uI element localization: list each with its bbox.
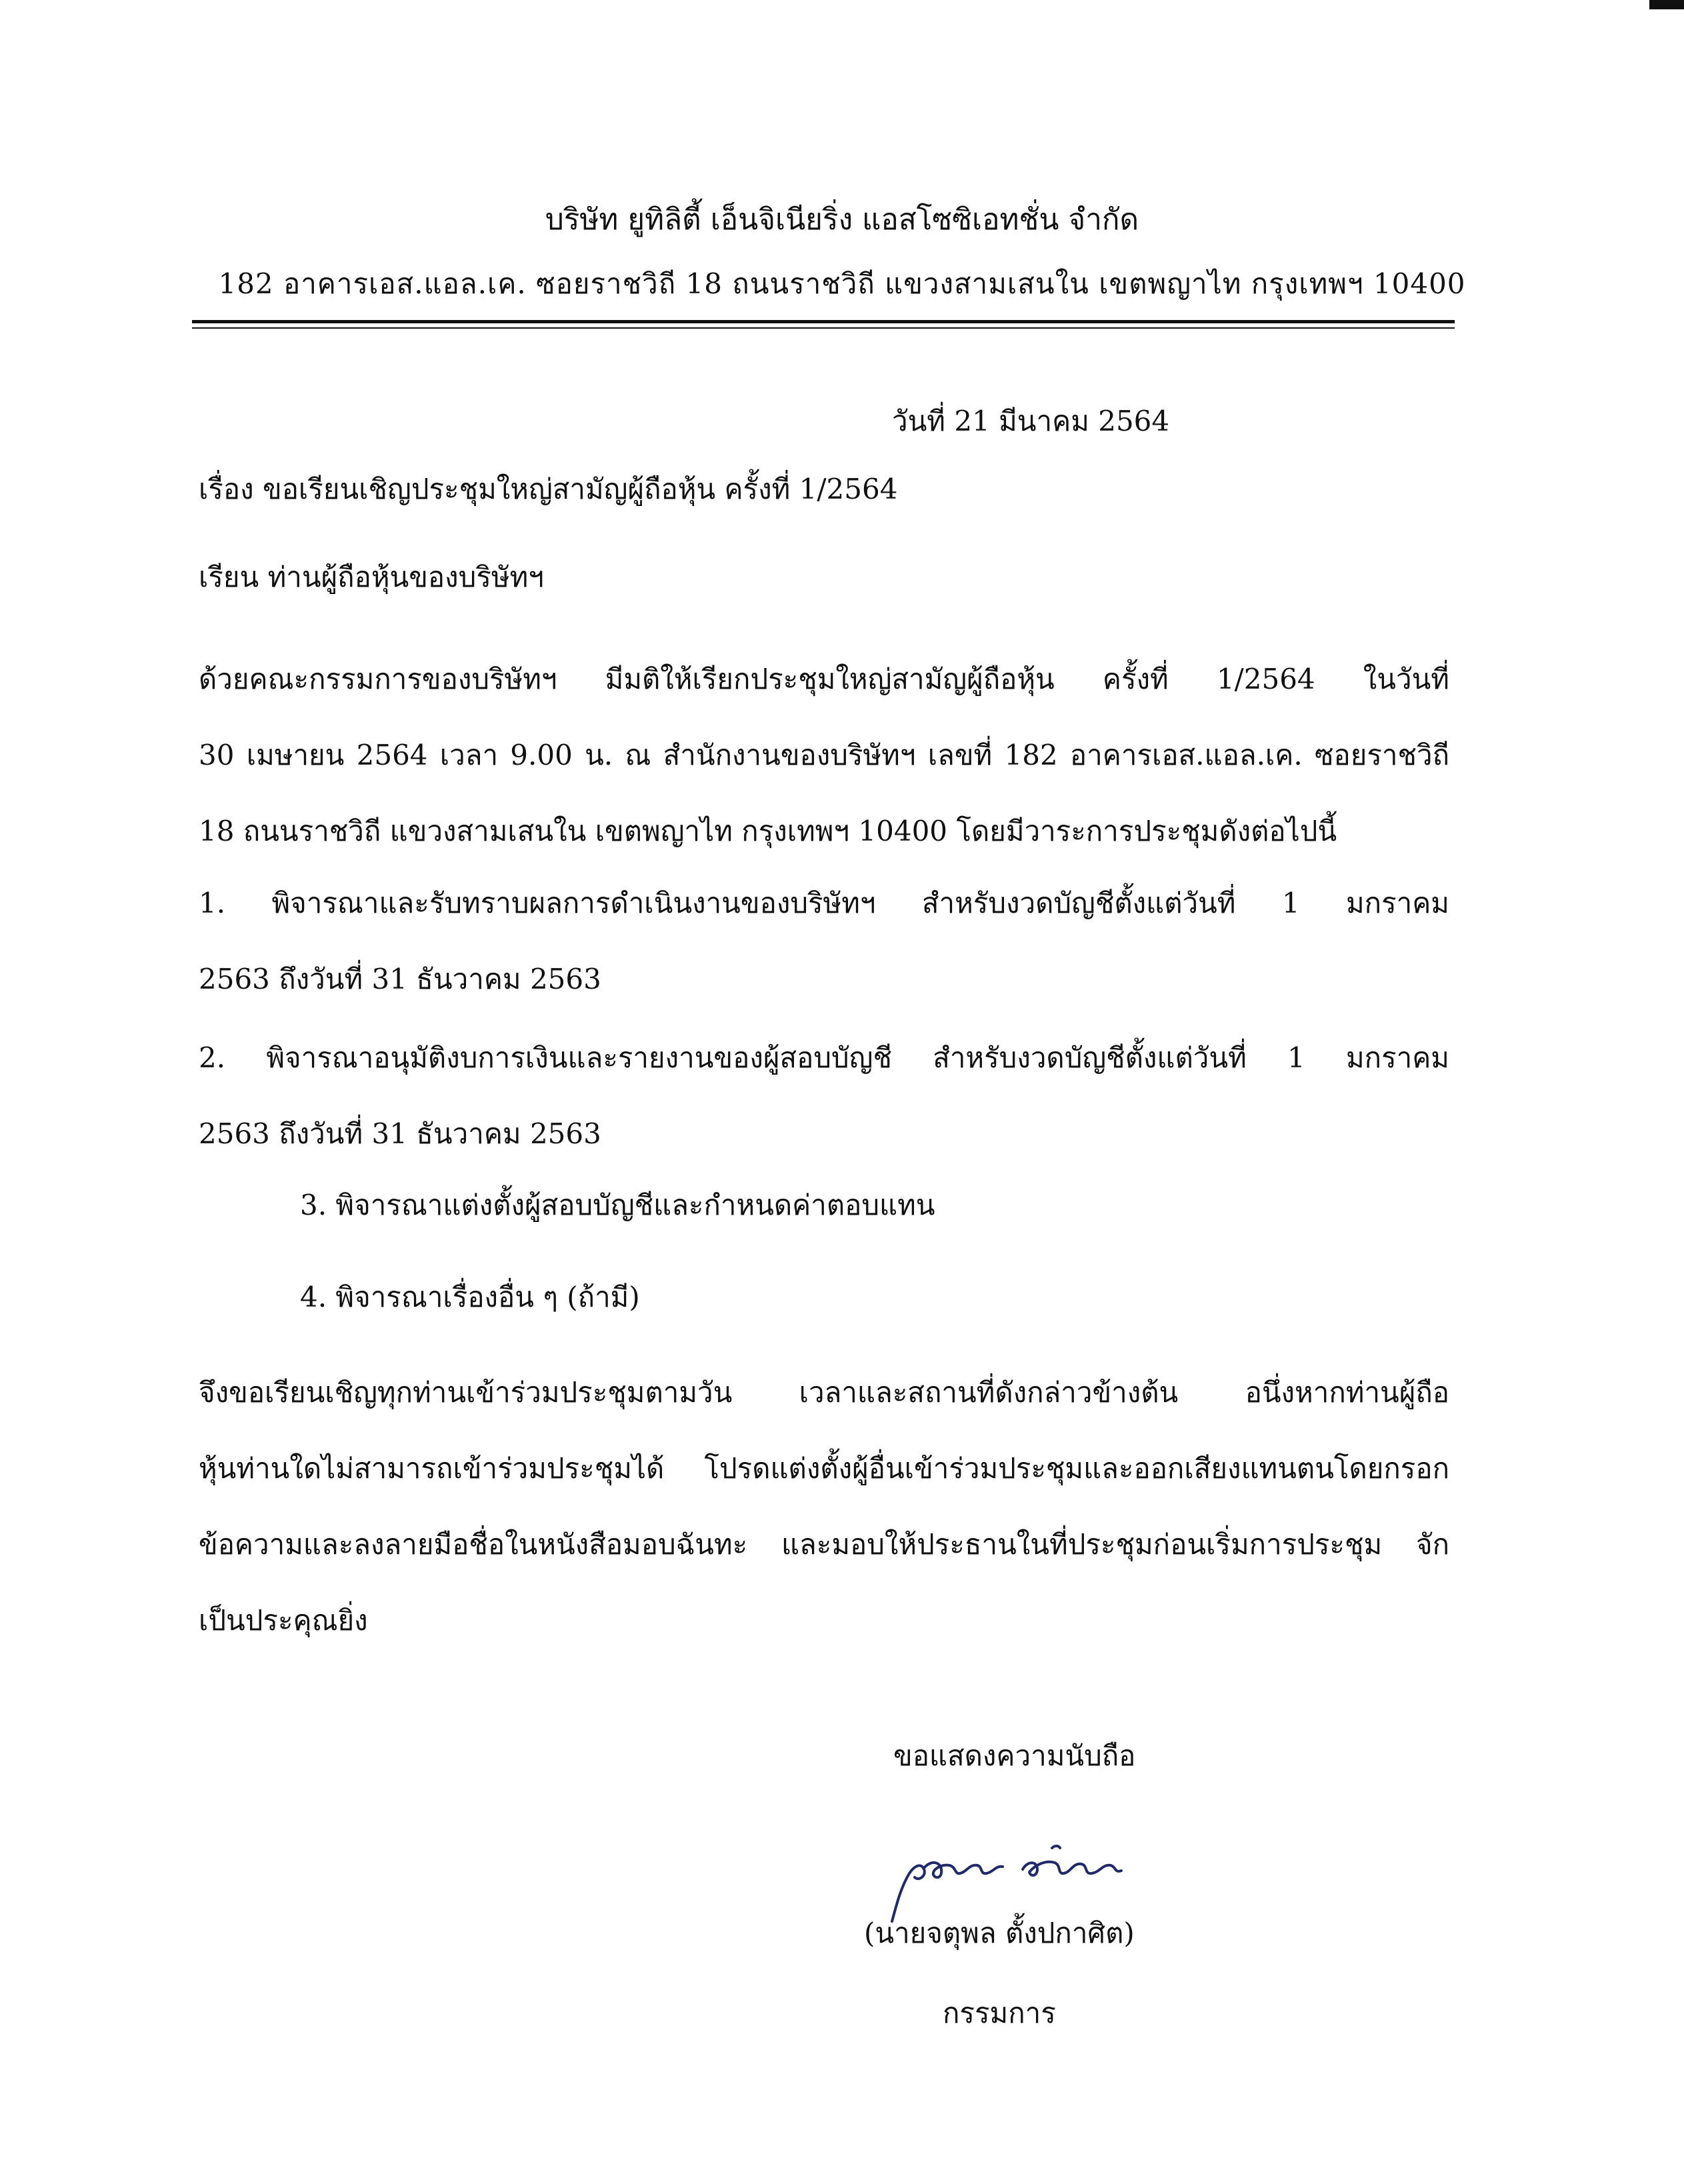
company-address: 182 อาคารเอส.แอล.เค. ซอยราชวิถี 18 ถนนราชวิถี แขวงสามเสนใน เขตพญาไท กรุงเทพฯ 10400 [218,267,1466,300]
signer-name: (นายจตุพล ตั้งปกาศิต) [864,1917,1135,1949]
invitation-line: หุ้นท่านใดไม่สามารถเข้าร่วมประชุมได้ โปรดแต่งตั้งผู้อื่นเข้าร่วมประชุมและออกเสียงแทนตนโดยกรอก [199,1452,1449,1485]
agenda-line: 1. พิจารณาและรับทราบผลการดำเนินงานของบริษัทฯ สำหรับงวดบัญชีตั้งแต่วันที่ 1 มกราคม [199,887,1449,919]
agenda-line: 2. พิจารณาอนุมัติงบการเงินและรายงานของผู้สอบบัญชี สำหรับงวดบัญชีตั้งแต่วันที่ 1 มกราคม [199,1041,1449,1074]
agenda-line: 2563 ถึงวันที่ 31 ธันวาคม 2563 [199,963,601,995]
agenda-item-4: 4. พิจารณาเรื่องอื่น ๆ (ถ้ามี) [300,1281,640,1313]
invitation-line: เป็นประคุณยิ่ง [199,1604,368,1637]
closing-phrase: ขอแสดงความนับถือ [893,1739,1136,1772]
letter-date: วันที่ 21 มีนาคม 2564 [892,405,1170,437]
agenda-item-1 [199,865,1449,1017]
intro-line: 18 ถนนราชวิถี แขวงสามเสนใน เขตพญาไท กรุงเทพฯ 10400 โดยมีวาระการประชุมดังต่อไปนี้ [199,815,1337,847]
signer-position: กรรมการ [943,1997,1056,2029]
agenda-line: 2563 ถึงวันที่ 31 ธันวาคม 2563 [199,1117,601,1150]
letterhead-rule-thick [192,320,1455,323]
agenda-item-2 [199,1020,1449,1172]
invitation-line: ข้อความและลงลายมือชื่อในหนังสือมอบฉันทะ และมอบให้ประธานในที่ประชุมก่อนเริ่มการประชุม จัก [199,1528,1449,1561]
letter-subject: เรื่อง ขอเรียนเชิญประชุมใหญ่สามัญผู้ถือหุ้น ครั้งที่ 1/2564 [199,473,898,505]
intro-line: ด้วยคณะกรรมการของบริษัทฯ มีมติให้เรียกประชุมใหญ่สามัญผู้ถือหุ้น ครั้งที่ 1/2564 ในวันที่ [199,663,1449,695]
intro-paragraph [199,641,1449,869]
company-name: บริษัท ยูทิลิตี้ เอ็นจิเนียริ่ง แอสโซซิเอทชั่น จำกัด [545,203,1139,237]
intro-line: 30 เมษายน 2564 เวลา 9.00 น. ณ สำนักงานของบริษัทฯ เลขที่ 182 อาคารเอส.แอล.เค. ซอยราชวิถี [199,739,1449,771]
letter-salutation: เรียน ท่านผู้ถือหุ้นของบริษัทฯ [199,561,544,593]
invitation-paragraph [199,1355,1449,1659]
invitation-line: จึงขอเรียนเชิญทุกท่านเข้าร่วมประชุมตามวัน เวลาและสถานที่ดังกล่าวข้างต้น อนึ่งหากท่านผู้ถือ [199,1376,1449,1409]
letterhead-rule-thin [192,327,1455,329]
scan-corner-mark [1649,0,1684,9]
agenda-item-3: 3. พิจารณาแต่งตั้งผู้สอบบัญชีและกำหนดค่าตอบแทน [300,1189,935,1221]
